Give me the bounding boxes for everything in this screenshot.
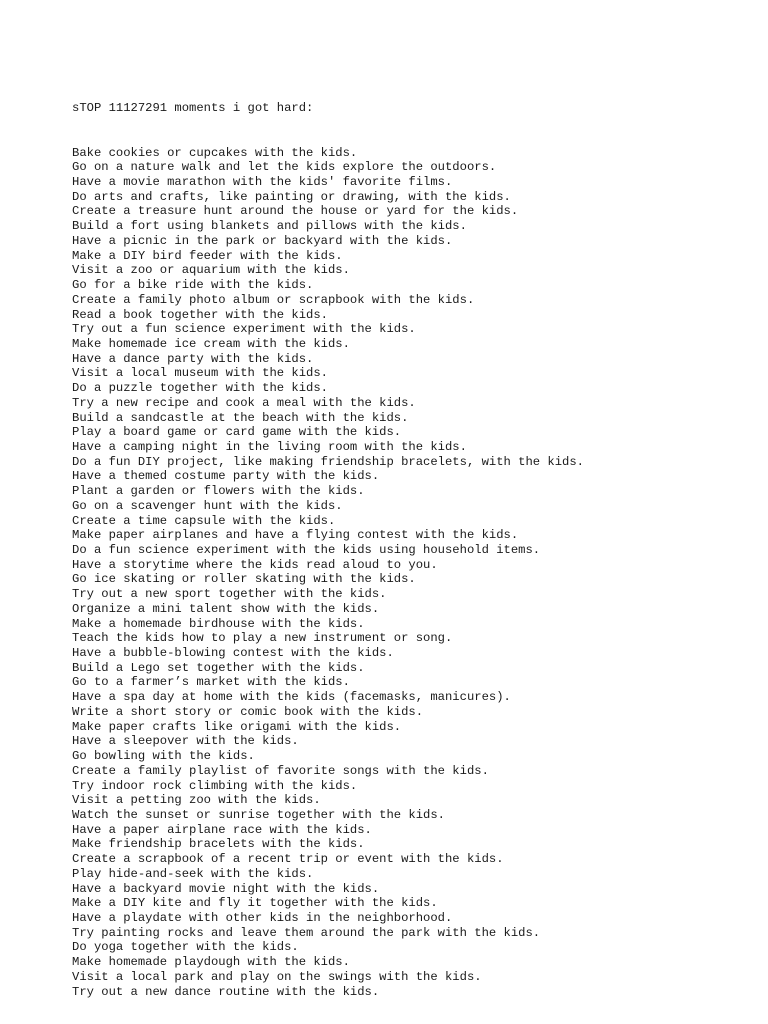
list-item: Visit a local park and play on the swings with the kids. [72,969,482,984]
list-item: Do a puzzle together with the kids. [72,381,328,396]
list-item: Have a spa day at home with the kids (facemasks, manicures). [72,690,511,705]
list-item: Do yoga together with the kids. [72,940,299,955]
list-item: Teach the kids how to play a new instrument or song. [72,631,453,646]
list-item: Go to a farmer’s market with the kids. [72,675,350,690]
list-item: Try out a fun science experiment with the kids. [72,322,416,337]
list-item: Bake cookies or cupcakes with the kids. [72,145,358,160]
list-item: Have a picnic in the park or backyard with the kids. [72,233,453,248]
list-item: Go ice skating or roller skating with the kids. [72,572,416,587]
list-item: Write a short story or comic book with the kids. [72,704,424,719]
list-item: Have a backyard movie night with the kids. [72,881,380,896]
list-item: Make a homemade birdhouse with the kids. [72,616,365,631]
list-item: Make friendship bracelets with the kids. [72,837,365,852]
list-item: Make paper crafts like origami with the kids. [72,719,402,734]
list-item: Have a movie marathon with the kids' favorite films. [72,175,453,190]
list-item: Go for a bike ride with the kids. [72,278,314,293]
list-item: Have a sleepover with the kids. [72,734,299,749]
list-item: Create a treasure hunt around the house or yard for the kids. [72,204,519,219]
list-item: Have a themed costume party with the kids. [72,469,380,484]
list-item: Go on a nature walk and let the kids explore the outdoors. [72,160,497,175]
list-item: Make homemade playdough with the kids. [72,955,350,970]
list-item: Visit a petting zoo with the kids. [72,793,321,808]
list-item: Go bowling with the kids. [72,749,255,764]
list-item: Try a new recipe and cook a meal with the kids. [72,395,416,410]
list-item: Visit a zoo or aquarium with the kids. [72,263,350,278]
list-item: Create a time capsule with the kids. [72,513,336,528]
list-item: Try indoor rock climbing with the kids. [72,778,358,793]
list-item: Do a fun science experiment with the kids using household items. [72,543,541,557]
document-page [72,72,762,1014]
list-item: Try out a new dance routine with the kids. [72,984,380,999]
list-item: Organize a mini talent show with the kids. [72,601,380,616]
list-item: Build a sandcastle at the beach with the kids. [72,410,409,425]
list-item: Have a dance party with the kids. [72,351,314,366]
list-item: Watch the sunset or sunrise together with the kids. [72,807,445,822]
list-item: Plant a garden or flowers with the kids. [72,484,365,499]
list-item: Do arts and crafts, like painting or drawing, with the kids. [72,189,511,204]
list-item: Try out a new sport together with the kids. [72,587,387,602]
list-item: Create a scrapbook of a recent trip or event with the kids. [72,852,504,867]
list-item: Have a storytime where the kids read aloud to you. [72,557,438,572]
list-item: Build a fort using blankets and pillows with the kids. [72,219,467,234]
list-item: Visit a local museum with the kids. [72,366,328,381]
list-item: Make a DIY kite and fly it together with the kids. [72,896,438,911]
list-item: Try painting rocks and leave them around the park with the kids. [72,925,541,940]
list-item: Do a fun DIY project, like making friendship bracelets, with the kids. [72,454,584,469]
list-item: Go on a scavenger hunt with the kids. [72,498,343,513]
list-item: Make homemade ice cream with the kids. [72,336,350,351]
list-item: Read a book together with the kids. [72,307,328,322]
list-item: Have a camping night in the living room with the kids. [72,439,467,454]
list-item: Create a family playlist of favorite songs with the kids. [72,763,489,778]
list-item: Have a paper airplane race with the kids. [72,822,372,837]
list-item: Make a DIY bird feeder with the kids. [72,248,343,263]
list-item: Have a bubble-blowing contest with the kids. [72,646,394,661]
list-item: Have a playdate with other kids in the neighborhood. [72,910,453,925]
list-item: Create a family photo album or scrapbook with the kids. [72,292,475,307]
activity-list [72,146,762,1000]
list-item: Play hide-and-seek with the kids. [72,866,314,881]
list-item: Play a board game or card game with the kids. [72,425,402,440]
document-heading: sTOP 11127291 moments i got hard: [72,101,314,116]
list-item: Build a Lego set together with the kids. [72,660,365,675]
list-item: Make paper airplanes and have a flying contest with the kids. [72,528,519,543]
